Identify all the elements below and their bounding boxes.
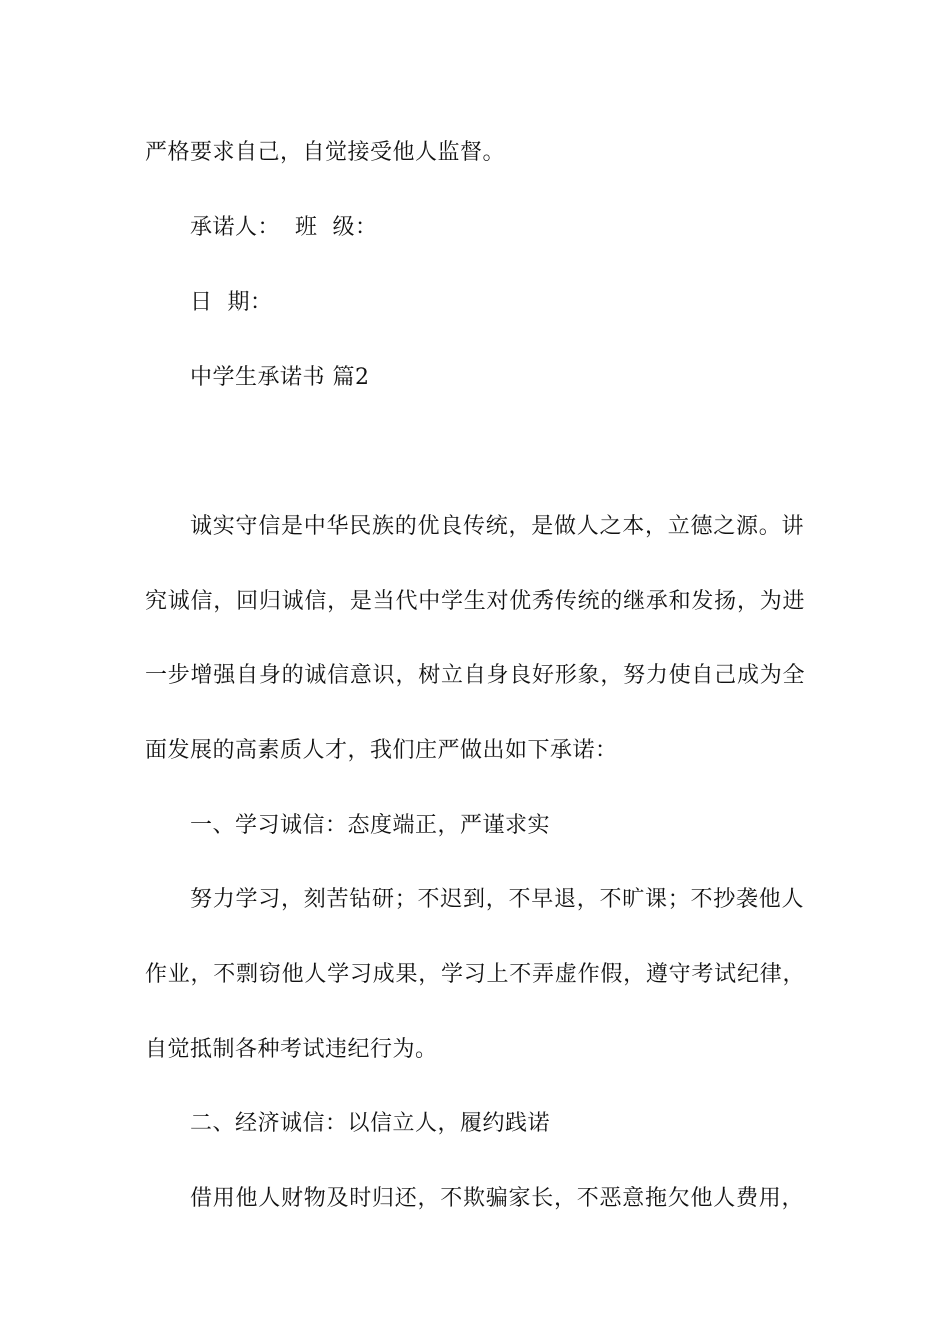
paragraph-line: 诚实守信是中华民族的优良传统，是做人之本，立德之源。讲 [190, 514, 804, 539]
paragraph-line: 究诚信，回归诚信，是当代中学生对优秀传统的继承和发扬，为进 [145, 589, 805, 614]
signature-line: 承诺人： 班 级： [190, 215, 378, 240]
paragraph-line: 努力学习，刻苦钻研；不迟到，不早退，不旷课；不抄袭他人 [190, 887, 804, 912]
paragraph-line: 自觉抵制各种考试违纪行为。 [145, 1037, 438, 1062]
paragraph-line: 借用他人财物及时归还，不欺骗家长，不恶意拖欠他人费用， [190, 1186, 804, 1211]
subheading: 一、学习诚信：态度端正，严谨求实 [190, 813, 551, 838]
paragraph-line: 面发展的高素质人才，我们庄严做出如下承诺： [145, 738, 618, 763]
paragraph-line: 作业，不剽窃他人学习成果，学习上不弄虚作假，遵守考试纪律， [145, 962, 805, 987]
paragraph-line: 一步增强自身的诚信意识，树立自身良好形象，努力使自己成为全 [145, 663, 805, 688]
date-line: 日 期： [190, 290, 273, 315]
paragraph-line: 严格要求自己，自觉接受他人监督。 [145, 140, 506, 165]
section-heading: 中学生承诺书 篇2 [190, 365, 370, 390]
subheading: 二、经济诚信：以信立人，履约践诺 [190, 1111, 551, 1136]
